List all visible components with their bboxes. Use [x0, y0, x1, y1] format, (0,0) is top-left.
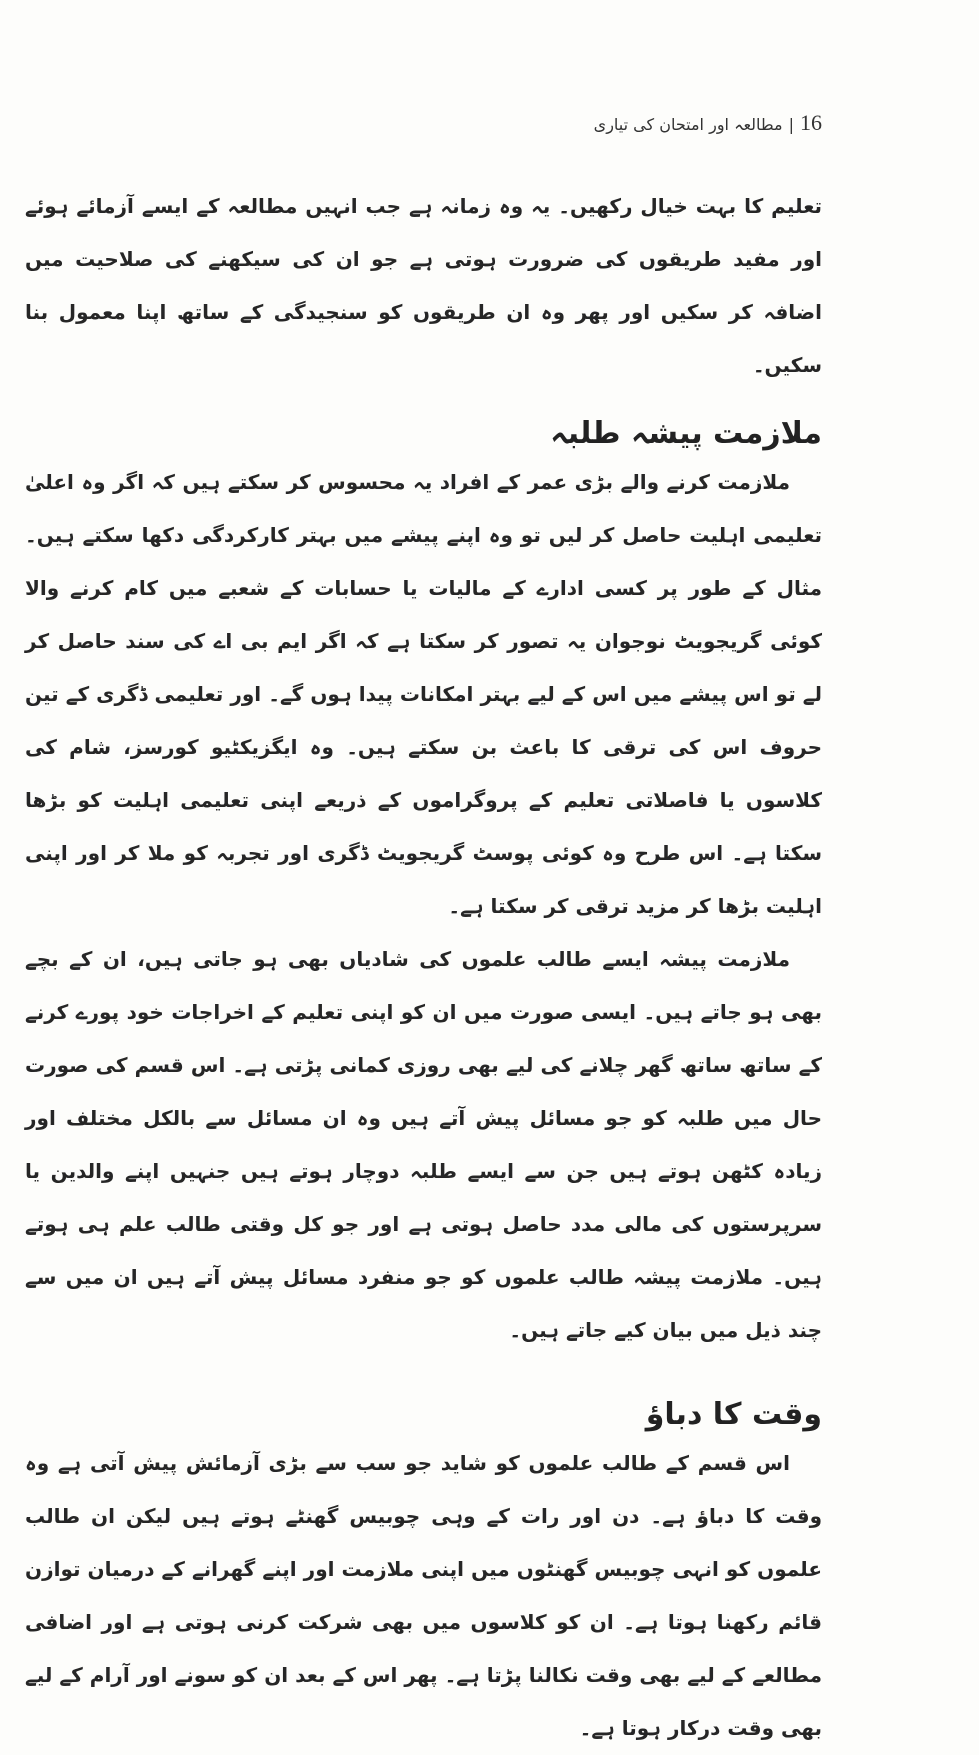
paragraph-line: ہوتے ہیں جنہیں اپنے والدین یا سرپرستوں کی مالی مدد حاصل ہوتی ہے اور جو کل وقتی طالب علم: [25, 1159, 822, 1236]
paragraph-line: کے مالیات یا حسابات کے شعبے میں کام کرنے والا کوئی گریجویٹ نوجوان یہ تصور کر سکتا ہے کہ اگر: [25, 576, 822, 653]
paragraph-line: ملازمت کرنے والے بڑی عمر کے افراد یہ محسوس کر سکتے ہیں کہ اگر وہ اعلیٰ تعلیمی اہلیت: [25, 470, 823, 547]
paragraph-line: فاصلاتی تعلیم کے پروگراموں کے ذریعے اپنی تعلیمی اہلیت کو بڑھا سکتا ہے۔ اس طرح وہ کوئی: [25, 788, 823, 865]
paragraph: [25, 456, 822, 933]
paragraph-line: ان کو سونے اور آرام کے لیے بھی وقت درکار ہوتا ہے۔: [25, 1663, 822, 1740]
intro-paragraph: [25, 180, 822, 392]
paragraph-line: ہیں۔ ایسی صورت میں ان کو اپنی تعلیم کے اخراجات خود پورے کرنے کے ساتھ ساتھ گھر: [25, 1000, 823, 1077]
page-body: [25, 180, 822, 1755]
paragraph-line: پوسٹ گریجویٹ ڈگری اور تجربہ کو ملا کر اور اپنی اہلیت بڑھا کر مزید ترقی کر سکتا ہے۔: [25, 841, 822, 918]
paragraph-line: ایم بی اے کی سند حاصل کر لے تو اس پیشے میں اس کے لیے بہتر امکانات پیدا ہوں گے۔ اور تعلیمی: [25, 629, 822, 706]
page-number: 16: [800, 110, 822, 135]
paragraph-line: میں بیان کیے جاتے ہیں۔: [509, 1318, 739, 1342]
paragraph: [25, 933, 822, 1357]
paragraph-line: ہے۔ دن اور رات کے وہی چوبیس گھنٹے ہوتے ہیں لیکن ان طالب علموں کو انہی چوبیس گھنٹوں: [25, 1504, 822, 1581]
running-header: [560, 110, 822, 136]
intro-line: طریقوں کی ضرورت ہوتی ہے جو ان کی سیکھنے کی صلاحیت میں اضافہ کر سکیں اور پھر وہ ان: [25, 247, 822, 324]
header-separator: |: [788, 115, 794, 134]
intro-line: تعلیم کا بہت خیال رکھیں۔ یہ وہ زمانہ ہے جب انہیں مطالعہ کے ایسے آزمائے ہوئے اور مفید: [25, 194, 822, 271]
paragraph-line: میں اپنی ملازمت اور اپنے گھرانے کے درمیان توازن قائم رکھنا ہوتا ہے۔ ان کو کلاسوں میں: [25, 1557, 823, 1634]
paragraph-line: چلانے کی لیے بھی روزی کمانی پڑتی ہے۔ اس قسم کی صورت حال میں طلبہ کو جو مسائل پیش: [25, 1053, 822, 1130]
paragraph-line: اس قسم کے طالب علموں کو شاید جو سب سے بڑی آزمائش پیش آتی ہے وہ وقت کا دباؤ: [25, 1451, 823, 1528]
intro-line: طریقوں کو سنجیدگی کے ساتھ اپنا معمول بنا سکیں۔: [25, 300, 822, 377]
paragraph-line: حاصل کر لیں تو وہ اپنے پیشے میں بہتر کارکردگی دکھا سکتے ہیں۔ مثال کے طور پر کسی ادارے: [25, 523, 823, 600]
paragraph-line: بھی شرکت کرنی ہوتی ہے اور اضافی مطالعے کے لیے بھی وقت نکالنا پڑتا ہے۔ پھر اس کے بعد: [25, 1610, 822, 1687]
section-heading: ملازمت پیشہ طلبہ: [550, 416, 822, 451]
paragraph-line: آتے ہیں وہ ان مسائل سے بالکل مختلف اور زیادہ کٹھن ہوتے ہیں جن سے ایسے طلبہ دوچار: [25, 1106, 823, 1183]
book-title: مطالعہ اور امتحان کی تیاری: [593, 115, 783, 134]
paragraph: [25, 1437, 822, 1755]
section-heading: وقت کا دباؤ: [645, 1397, 822, 1432]
paragraph-line: ملازمت پیشہ ایسے طالب علموں کی شادیاں بھی ہو جاتی ہیں، ان کے بچے بھی ہو جاتے: [25, 947, 822, 1024]
paragraph-line: ہی ہوتے ہیں۔ ملازمت پیشہ طالب علموں کو جو منفرد مسائل پیش آتے ہیں ان میں سے چند ذیل: [25, 1212, 822, 1342]
paragraph-line: ڈگری کے تین حروف اس کی ترقی کا باعث بن سکتے ہیں۔ وہ ایگزیکٹیو کورسز، شام کی کلاسوں یا: [25, 682, 823, 812]
